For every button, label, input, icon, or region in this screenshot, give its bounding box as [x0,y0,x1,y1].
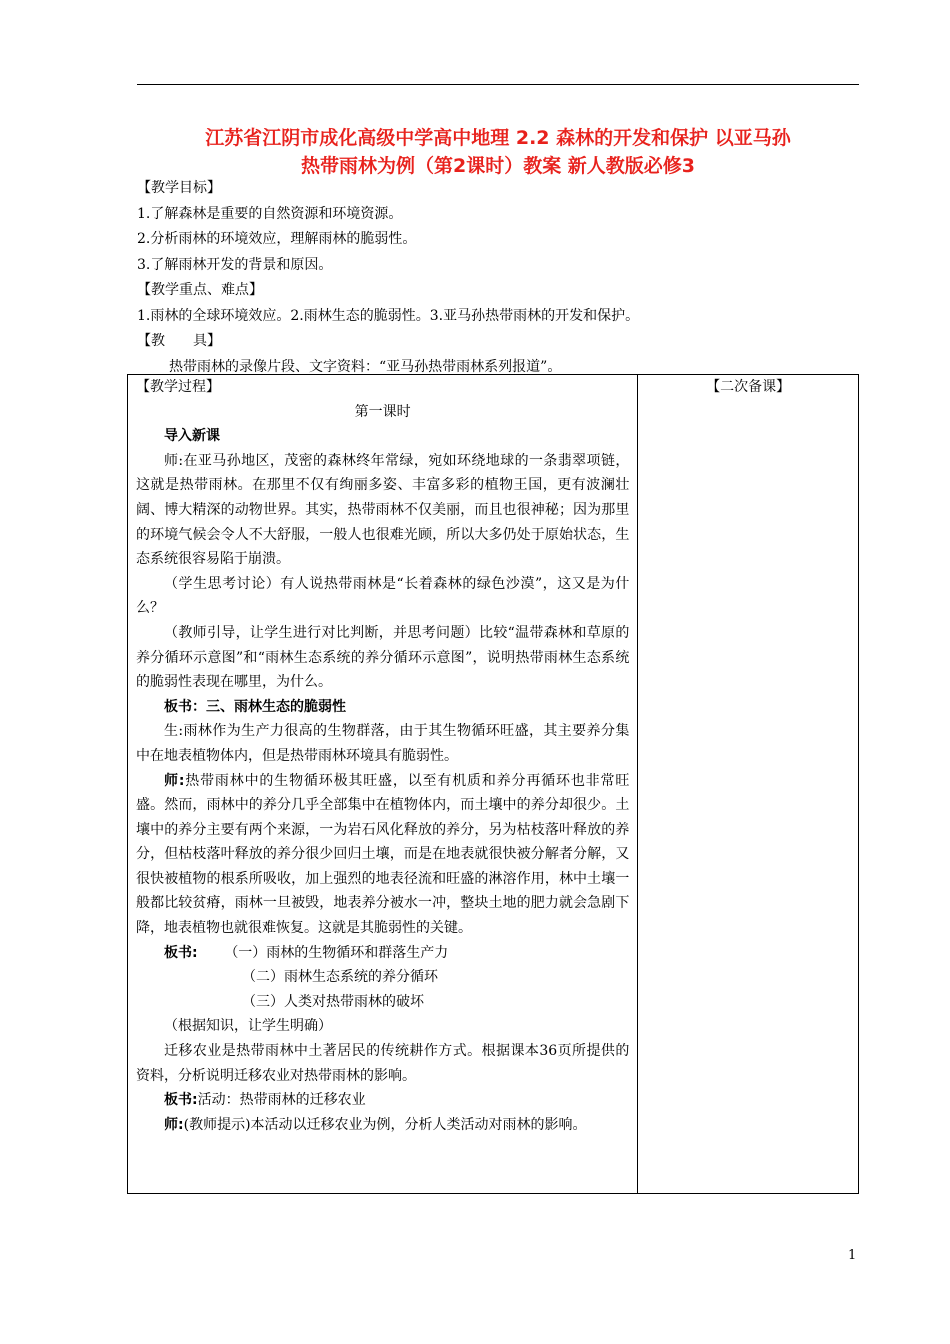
paragraph-text: 热带雨林中的生物循环极其旺盛，以至有机质和养分再循环也非常旺盛。然而，雨林中的养分几乎全部集中在植物体内，而土壤中的养分却很少。土壤中的养分主要有两个来源，一为岩石风化释放的养分，另为枯枝落叶释放的养分，但枯枝落叶释放的养分很少回归土壤，而是在地表就很快被分解者分解，又很快被植物的根系所吸收，加上强烈的地表径流和旺盛的淋溶作用，林中土壤一般都比较贫瘠，雨林一旦被毁，地表养分被水一冲，整块土地的肥力就会急剧下降，地表植物也就很难恢复。这就是其脆弱性的关键。 [136,772,630,937]
board-activity [136,1088,629,1113]
speaker-label: 师: [164,1116,184,1133]
title-line-1: 江苏省江阴市成化高级中学高中地理 2.2 森林的开发和保护 以亚马孙 [205,127,791,149]
lesson-label: 第一课时 [354,403,411,420]
board-item: （三）人类对热带雨林的破坏 [242,993,424,1010]
paragraph: 师:在亚马孙地区，茂密的森林终年常绿，宛如环绕地球的一条翡翠项链，这就是热带雨林。在那里不仅有绚丽多姿、丰富多彩的植物王国，更有波澜壮阔、博大精深的动物世界。其实，热带雨林不仅美丽，而且也很神秘；因为那里的环境气候会令人不大舒服，一般人也很难光顾，所以大多仍处于原始状态，生态系统很容易陷于崩溃。 [136,452,630,568]
board-note: 板书：三、雨林生态的脆弱性 [164,698,346,715]
board-item: （二）雨林生态系统的养分循环 [242,969,438,986]
intro-heading: 导入新课 [164,428,220,445]
paragraph-text: (教师提示)本活动以迁移农业为例，分析人类活动对雨林的影响。 [183,1116,587,1133]
header-rule [137,84,859,85]
teaching-process-cell [128,375,638,1194]
preamble [137,176,859,380]
tools-text: 热带雨林的录像片段、文字资料：“亚马孙热带雨林系列报道”。 [169,358,562,375]
secondary-prep-cell [638,375,859,1194]
objective-item: 2.分析雨林的环境效应，理解雨林的脆弱性。 [137,231,417,247]
paragraph [136,1113,629,1138]
speaker-label: 师: [164,772,185,789]
document-title [137,124,859,180]
tools-heading: 【教 具】 [137,333,221,349]
page-number: 1 [848,1248,857,1263]
paragraph: 迁移农业是热带雨林中土著居民的传统耕作方式。根据课本36页所提供的资料，分析说明迁移农业对热带雨林的影响。 [136,1043,630,1084]
objective-item: 1.了解森林是重要的自然资源和环境资源。 [137,205,403,222]
paragraph: （教师引导，让学生进行对比判断，并思考问题）比较“温带森林和草原的养分循环示意图”和“雨林生态系统的养分循环示意图”，说明热带雨林生态系统的脆弱性表现在哪里，为什么。 [136,624,630,691]
title-line-2: 热带雨林为例（第2课时）教案 新人教版必修3 [300,155,696,177]
board-label: 板书: [164,944,198,961]
process-heading: 【教学过程】 [136,379,220,395]
paragraph: （学生思考讨论）有人说热带雨林是“长着森林的绿色沙漠”，这又是为什么？ [136,575,630,617]
objective-item: 3.了解雨林开发的背景和原因。 [137,256,333,273]
board-outline [136,941,629,966]
key-points-text: 1.雨林的全球环境效应。2.雨林生态的脆弱性。3.亚马孙热带雨林的开发和保护。 [137,307,640,324]
board-label: 板书: [164,1092,198,1109]
objectives-heading: 【教学目标】 [137,180,221,196]
paragraph: （根据知识，让学生明确） [164,1018,332,1035]
secondary-prep-heading: 【二次备课】 [706,379,791,395]
paragraph [136,769,629,941]
key-points-heading: 【教学重点、难点】 [137,282,263,298]
board-activity-text: 活动：热带雨林的迁移农业 [197,1092,366,1109]
board-item: （一）雨林的生物循环和群落生产力 [224,944,449,961]
teaching-process-table [127,374,859,1194]
paragraph: 生:雨林作为生产力很高的生物群落，由于其生物循环旺盛，其主要养分集中在地表植物体内，但是热带雨林环境具有脆弱性。 [136,723,630,764]
